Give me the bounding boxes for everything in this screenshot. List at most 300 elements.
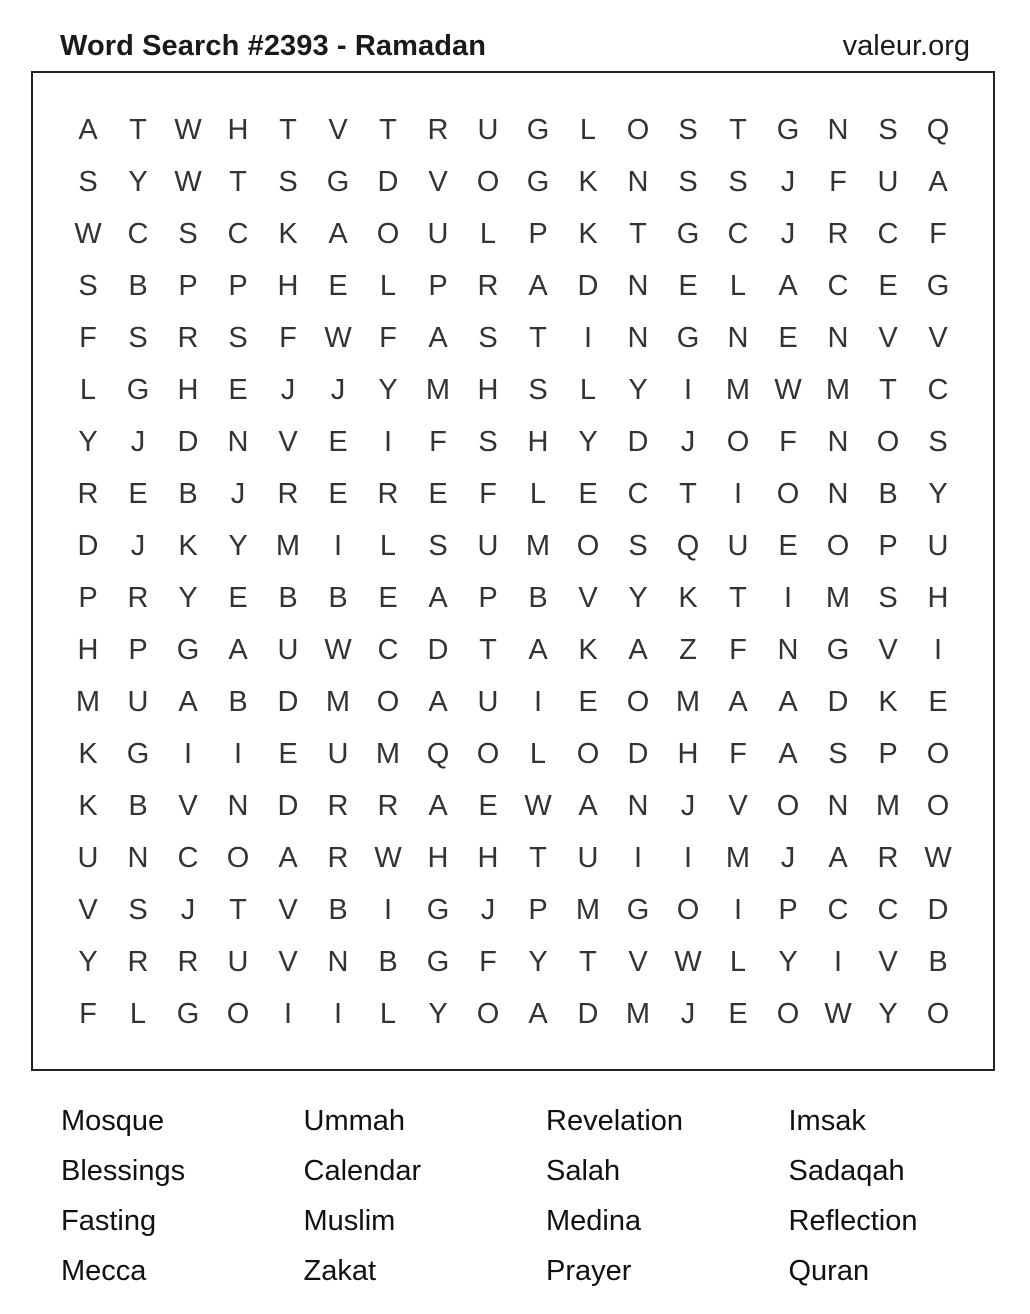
grid-cell: K — [878, 685, 898, 718]
grid-cell: A — [428, 685, 448, 718]
grid-cell: J — [180, 893, 196, 926]
grid-cell: R — [377, 477, 399, 510]
page-header — [60, 26, 970, 66]
grid-cell: K — [578, 165, 598, 198]
grid-cell: I — [383, 425, 393, 458]
grid-cell: N — [227, 789, 249, 822]
grid-cell: U — [127, 685, 149, 718]
grid-cell: F — [729, 633, 747, 666]
grid-cell: E — [578, 685, 598, 718]
grid-cell: K — [278, 217, 298, 250]
grid-cell: H — [477, 373, 499, 406]
grid-cell: I — [833, 945, 843, 978]
letter-grid — [63, 104, 963, 1040]
grid-cell: A — [428, 321, 448, 354]
grid-cell: F — [279, 321, 297, 354]
word-list — [61, 1096, 1030, 1296]
grid-cell: I — [783, 581, 793, 614]
grid-cell: G — [526, 165, 550, 198]
grid-cell: M — [75, 685, 101, 718]
grid-cell: O — [926, 737, 950, 770]
grid-cell: F — [379, 321, 397, 354]
grid-cell: E — [328, 477, 348, 510]
grid-cell: M — [825, 581, 851, 614]
grid-cell: B — [528, 581, 548, 614]
grid-cell: Q — [676, 529, 700, 562]
grid-cell: V — [278, 425, 298, 458]
grid-cell: C — [827, 893, 849, 926]
grid-cell: S — [178, 217, 198, 250]
grid-cell: V — [578, 581, 598, 614]
grid-cell: U — [727, 529, 749, 562]
grid-cell: L — [529, 477, 547, 510]
grid-cell: R — [127, 581, 149, 614]
grid-cell: F — [79, 997, 97, 1030]
site-name: valeur.org — [842, 30, 970, 62]
grid-cell: T — [529, 321, 547, 354]
grid-cell: G — [126, 737, 150, 770]
grid-cell: P — [428, 269, 448, 302]
word-list-item: Mosque — [61, 1105, 165, 1137]
grid-cell: O — [776, 477, 800, 510]
grid-cell: I — [533, 685, 543, 718]
grid-cell: L — [479, 217, 497, 250]
grid-cell: G — [676, 321, 700, 354]
grid-cell: H — [227, 113, 249, 146]
word-list-item: Sadaqah — [788, 1155, 905, 1187]
grid-cell: K — [178, 529, 198, 562]
grid-cell: A — [628, 633, 648, 666]
grid-cell: R — [177, 945, 199, 978]
grid-cell: A — [78, 113, 98, 146]
grid-cell: O — [926, 997, 950, 1030]
grid-cell: B — [278, 581, 298, 614]
grid-cell: A — [778, 269, 798, 302]
word-list-item: Quran — [788, 1255, 870, 1287]
grid-cell: O — [776, 997, 800, 1030]
grid-cell: F — [79, 321, 97, 354]
grid-cell: H — [77, 633, 99, 666]
grid-cell: J — [130, 529, 146, 562]
grid-cell: S — [878, 113, 898, 146]
grid-cell: N — [627, 321, 649, 354]
grid-cell: Y — [578, 425, 598, 458]
grid-cell: B — [378, 945, 398, 978]
grid-cell: F — [479, 477, 497, 510]
grid-cell: O — [476, 737, 500, 770]
grid-cell: T — [729, 113, 747, 146]
grid-cell: S — [828, 737, 848, 770]
grid-cell: B — [328, 581, 348, 614]
grid-cell: T — [479, 633, 497, 666]
grid-cell: O — [776, 789, 800, 822]
grid-cell: J — [280, 373, 296, 406]
grid-cell: D — [377, 165, 399, 198]
grid-cell: E — [128, 477, 148, 510]
grid-cell: J — [130, 425, 146, 458]
grid-cell: S — [878, 581, 898, 614]
grid-cell: N — [727, 321, 749, 354]
grid-cell: I — [183, 737, 193, 770]
grid-cell: O — [476, 165, 500, 198]
grid-cell: N — [327, 945, 349, 978]
grid-cell: I — [333, 529, 343, 562]
grid-cell: L — [729, 945, 747, 978]
grid-cell: B — [128, 269, 148, 302]
grid-cell: F — [729, 737, 747, 770]
grid-cell: E — [578, 477, 598, 510]
grid-cell: B — [228, 685, 248, 718]
grid-cell: M — [275, 529, 301, 562]
grid-cell: P — [778, 893, 798, 926]
grid-cell: V — [328, 113, 348, 146]
grid-cell: D — [277, 685, 299, 718]
grid-cell: A — [278, 841, 298, 874]
grid-cell: I — [283, 997, 293, 1030]
grid-cell: I — [383, 893, 393, 926]
grid-cell: K — [78, 737, 98, 770]
grid-cell: A — [828, 841, 848, 874]
word-list-item: Imsak — [788, 1105, 866, 1137]
grid-cell: S — [428, 529, 448, 562]
grid-cell: U — [227, 945, 249, 978]
grid-cell: A — [528, 269, 548, 302]
word-list-item: Fasting — [61, 1205, 157, 1237]
grid-cell: I — [683, 841, 693, 874]
grid-cell: A — [178, 685, 198, 718]
grid-cell: Y — [878, 997, 898, 1030]
word-list-item: Muslim — [303, 1205, 396, 1237]
grid-cell: Z — [679, 633, 697, 666]
grid-cell: U — [927, 529, 949, 562]
word-list-item: Blessings — [61, 1155, 186, 1187]
grid-cell: C — [127, 217, 149, 250]
grid-cell: S — [678, 113, 698, 146]
grid-cell: Y — [128, 165, 148, 198]
grid-cell: W — [374, 841, 402, 874]
grid-cell: D — [577, 269, 599, 302]
grid-cell: O — [826, 529, 850, 562]
grid-cell: A — [528, 997, 548, 1030]
grid-cell: Y — [628, 581, 648, 614]
grid-cell: L — [379, 529, 397, 562]
grid-cell: P — [228, 269, 248, 302]
grid-cell: E — [928, 685, 948, 718]
grid-cell: I — [683, 373, 693, 406]
grid-cell: S — [728, 165, 748, 198]
grid-cell: P — [528, 893, 548, 926]
grid-cell: Y — [378, 373, 398, 406]
grid-cell: V — [878, 321, 898, 354]
grid-cell: M — [325, 685, 351, 718]
grid-cell: G — [426, 893, 450, 926]
grid-cell: W — [74, 217, 102, 250]
grid-cell: C — [927, 373, 949, 406]
grid-cell: J — [780, 841, 796, 874]
grid-cell: G — [426, 945, 450, 978]
grid-cell: L — [79, 373, 97, 406]
grid-cell: C — [227, 217, 249, 250]
grid-cell: J — [780, 217, 796, 250]
grid-cell: T — [579, 945, 597, 978]
grid-cell: R — [427, 113, 449, 146]
grid-cell: M — [725, 373, 751, 406]
grid-cell: F — [779, 425, 797, 458]
grid-cell: W — [824, 997, 852, 1030]
page-title: Word Search #2393 - Ramadan — [60, 30, 487, 62]
grid-cell: O — [376, 685, 400, 718]
grid-cell: O — [376, 217, 400, 250]
grid-cell: H — [927, 581, 949, 614]
grid-cell: M — [375, 737, 401, 770]
grid-cell: V — [428, 165, 448, 198]
grid-cell: T — [229, 165, 247, 198]
grid-cell: D — [927, 893, 949, 926]
grid-cell: M — [725, 841, 751, 874]
word-list-item: Revelation — [546, 1105, 684, 1137]
grid-cell: I — [733, 477, 743, 510]
grid-cell: D — [427, 633, 449, 666]
grid-cell: L — [579, 373, 597, 406]
grid-cell: K — [678, 581, 698, 614]
grid-cell: L — [529, 737, 547, 770]
grid-cell: A — [728, 685, 748, 718]
grid-cell: C — [727, 217, 749, 250]
grid-cell: J — [680, 425, 696, 458]
grid-cell: E — [778, 529, 798, 562]
grid-cell: M — [575, 893, 601, 926]
grid-cell: Y — [778, 945, 798, 978]
grid-cell: U — [577, 841, 599, 874]
grid-cell: G — [176, 633, 200, 666]
grid-cell: A — [328, 217, 348, 250]
grid-cell: U — [277, 633, 299, 666]
grid-cell: E — [328, 269, 348, 302]
grid-cell: O — [626, 685, 650, 718]
grid-cell: J — [330, 373, 346, 406]
grid-cell: S — [78, 165, 98, 198]
grid-cell: P — [528, 217, 548, 250]
grid-cell: S — [678, 165, 698, 198]
grid-cell: I — [583, 321, 593, 354]
grid-cell: Y — [928, 477, 948, 510]
grid-cell: W — [674, 945, 702, 978]
word-list-item: Salah — [546, 1155, 621, 1187]
grid-cell: G — [326, 165, 350, 198]
grid-cell: M — [525, 529, 551, 562]
word-list-item: Ummah — [303, 1105, 406, 1137]
grid-cell: M — [675, 685, 701, 718]
grid-cell: O — [726, 425, 750, 458]
grid-cell: E — [428, 477, 448, 510]
grid-cell: R — [327, 841, 349, 874]
grid-cell: C — [627, 477, 649, 510]
grid-cell: D — [77, 529, 99, 562]
grid-cell: N — [627, 789, 649, 822]
grid-cell: S — [478, 321, 498, 354]
grid-cell: R — [877, 841, 899, 874]
grid-cell: W — [174, 165, 202, 198]
grid-cell: G — [926, 269, 950, 302]
grid-cell: F — [429, 425, 447, 458]
word-list-item: Prayer — [546, 1255, 632, 1287]
grid-cell: L — [729, 269, 747, 302]
grid-cell: V — [928, 321, 948, 354]
grid-cell: A — [228, 633, 248, 666]
grid-cell: R — [177, 321, 199, 354]
grid-cell: A — [778, 737, 798, 770]
grid-cell: Y — [428, 997, 448, 1030]
grid-cell: N — [127, 841, 149, 874]
grid-cell: E — [478, 789, 498, 822]
grid-cell: U — [77, 841, 99, 874]
word-list-item: Zakat — [303, 1255, 377, 1287]
grid-cell: U — [477, 113, 499, 146]
grid-cell: V — [78, 893, 98, 926]
grid-cell: K — [578, 633, 598, 666]
grid-cell: S — [128, 893, 148, 926]
grid-cell: J — [480, 893, 496, 926]
grid-cell: S — [928, 425, 948, 458]
grid-cell: B — [928, 945, 948, 978]
grid-cell: L — [129, 997, 147, 1030]
grid-cell: O — [576, 529, 600, 562]
grid-cell: A — [578, 789, 598, 822]
grid-cell: R — [77, 477, 99, 510]
grid-cell: W — [524, 789, 552, 822]
grid-cell: F — [829, 165, 847, 198]
grid-cell: Y — [178, 581, 198, 614]
grid-cell: S — [78, 269, 98, 302]
grid-cell: D — [827, 685, 849, 718]
grid-cell: E — [878, 269, 898, 302]
grid-cell: L — [379, 269, 397, 302]
word-list-item: Mecca — [61, 1255, 147, 1287]
grid-cell: E — [228, 581, 248, 614]
grid-cell: W — [924, 841, 952, 874]
grid-cell: M — [625, 997, 651, 1030]
grid-cell: Y — [78, 425, 98, 458]
grid-cell: P — [478, 581, 498, 614]
grid-cell: E — [378, 581, 398, 614]
grid-cell: N — [827, 321, 849, 354]
grid-cell: F — [929, 217, 947, 250]
grid-cell: P — [178, 269, 198, 302]
grid-cell: I — [633, 841, 643, 874]
grid-cell: V — [878, 945, 898, 978]
grid-cell: G — [776, 113, 800, 146]
grid-cell: R — [127, 945, 149, 978]
grid-cell: J — [680, 789, 696, 822]
grid-cell: E — [328, 425, 348, 458]
grid-cell: E — [728, 997, 748, 1030]
grid-cell: V — [628, 945, 648, 978]
grid-cell: K — [578, 217, 598, 250]
grid-cell: Y — [528, 945, 548, 978]
grid-cell: T — [679, 477, 697, 510]
grid-cell: T — [129, 113, 147, 146]
grid-cell: I — [233, 737, 243, 770]
grid-cell: V — [278, 945, 298, 978]
grid-cell: Y — [78, 945, 98, 978]
grid-cell: S — [278, 165, 298, 198]
grid-cell: D — [577, 997, 599, 1030]
grid-cell: T — [229, 893, 247, 926]
grid-cell: M — [425, 373, 451, 406]
grid-cell: I — [733, 893, 743, 926]
grid-cell: I — [933, 633, 943, 666]
grid-cell: U — [877, 165, 899, 198]
grid-cell: V — [878, 633, 898, 666]
word-list-item: Calendar — [303, 1155, 422, 1187]
grid-cell: O — [226, 841, 250, 874]
grid-cell: J — [230, 477, 246, 510]
grid-cell: J — [680, 997, 696, 1030]
grid-cell: U — [477, 685, 499, 718]
grid-cell: O — [476, 997, 500, 1030]
grid-cell: R — [477, 269, 499, 302]
grid-cell: O — [226, 997, 250, 1030]
grid-cell: W — [324, 633, 352, 666]
grid-cell: N — [627, 269, 649, 302]
grid-cell: I — [333, 997, 343, 1030]
grid-cell: R — [327, 789, 349, 822]
grid-cell: G — [826, 633, 850, 666]
grid-cell: D — [177, 425, 199, 458]
grid-cell: Y — [628, 373, 648, 406]
grid-cell: N — [827, 113, 849, 146]
grid-cell: B — [328, 893, 348, 926]
grid-cell: O — [676, 893, 700, 926]
grid-cell: N — [627, 165, 649, 198]
grid-cell: N — [777, 633, 799, 666]
grid-cell: V — [728, 789, 748, 822]
grid-cell: N — [827, 425, 849, 458]
grid-cell: C — [377, 633, 399, 666]
grid-cell: W — [324, 321, 352, 354]
grid-cell: D — [277, 789, 299, 822]
grid-cell: M — [875, 789, 901, 822]
grid-cell: H — [677, 737, 699, 770]
grid-cell: W — [774, 373, 802, 406]
grid-cell: S — [478, 425, 498, 458]
grid-cell: Q — [926, 113, 950, 146]
grid-cell: T — [729, 581, 747, 614]
grid-cell: O — [576, 737, 600, 770]
grid-cell: U — [327, 737, 349, 770]
grid-cell: G — [676, 217, 700, 250]
grid-cell: H — [427, 841, 449, 874]
grid-cell: D — [627, 425, 649, 458]
grid-cell: U — [427, 217, 449, 250]
grid-cell: G — [526, 113, 550, 146]
grid-cell: C — [177, 841, 199, 874]
grid-cell: N — [827, 789, 849, 822]
grid-cell: T — [879, 373, 897, 406]
grid-cell: M — [825, 373, 851, 406]
grid-cell: B — [128, 789, 148, 822]
grid-cell: H — [277, 269, 299, 302]
grid-cell: G — [176, 997, 200, 1030]
grid-cell: Q — [426, 737, 450, 770]
grid-cell: T — [529, 841, 547, 874]
grid-cell: C — [827, 269, 849, 302]
grid-cell: O — [876, 425, 900, 458]
grid-cell: A — [428, 789, 448, 822]
grid-cell: A — [428, 581, 448, 614]
grid-cell: E — [678, 269, 698, 302]
grid-cell: E — [228, 373, 248, 406]
